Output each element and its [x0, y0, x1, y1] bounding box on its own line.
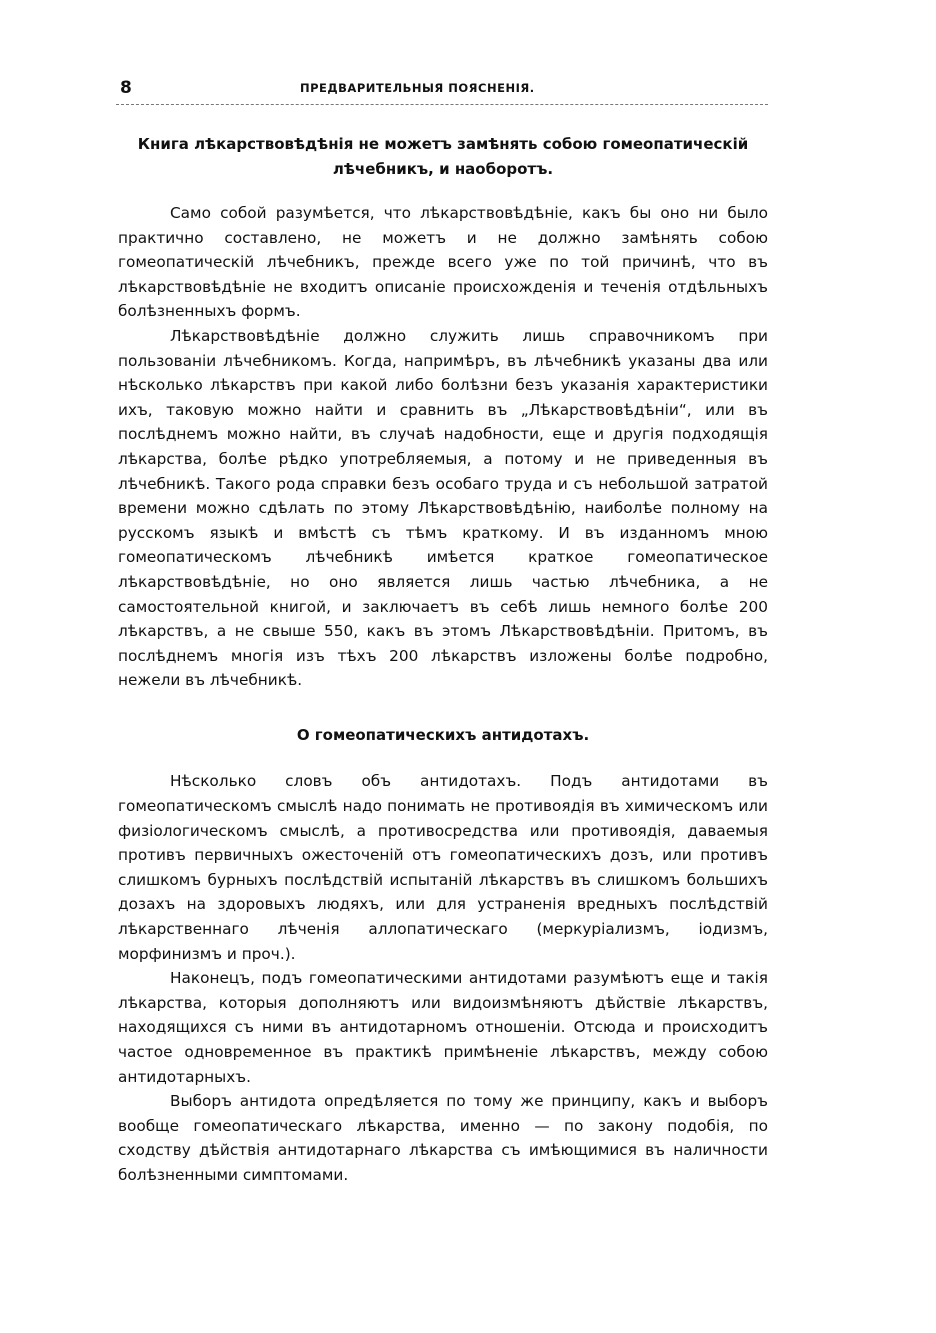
- page-number: 8: [120, 78, 132, 98]
- header-rule: [116, 104, 768, 105]
- paragraph: Наконецъ, подъ гомеопатическими антидотами разумѣютъ еще и такія лѣкарства, которыя дополняютъ или видоизмѣняютъ дѣйствіе лѣкарствъ, находящихся съ ними въ антидотарномъ отношеніи. Отсюда и происходитъ частое одновременное въ практикѣ примѣненіе лѣкарствъ, между собою антидотарныхъ.: [118, 969, 768, 1086]
- text-column: [118, 132, 768, 1187]
- running-title: ПРЕДВАРИТЕЛЬНЫЯ ПОЯСНЕНІЯ.: [300, 81, 535, 95]
- section-title-antidotes: О гомеопатическихъ антидотахъ.: [296, 725, 590, 744]
- paragraph: Выборъ антидота опредѣляется по тому же принципу, какъ и выборъ вообще гомеопатическаго лѣкарства, именно — по закону подобія, по сходству дѣйствія антидотарнаго лѣкарства съ имѣющимися въ наличности болѣзненными симптомами.: [118, 1092, 768, 1184]
- paragraph: Лѣкарствовѣдѣніе должно служить лишь справочникомъ при пользованіи лѣчебникомъ. Когда, напримѣръ, въ лѣчебникѣ указаны два или нѣсколько лѣкарствъ при какой либо болѣзни безъ указанія характеристики ихъ, таковую можно найти и сравнить въ „Лѣкарствовѣдѣніи“, или въ послѣднемъ можно найти, въ случаѣ надобности, еще и другія подходящія лѣкарства, болѣе рѣдко употребляемыя, а потому и не приведенныя въ лѣчебникѣ. Такого рода справки безъ особаго труда и съ небольшой затратой времени можно сдѣлать по этому Лѣкарствовѣдѣнію, наиболѣе полному на русскомъ языкѣ и вмѣстѣ съ тѣмъ краткому. И въ изданномъ мною гомеопатическомъ лѣчебникѣ имѣется краткое гомеопатическое лѣкарствовѣдѣніе, но оно является лишь частью лѣчебника, а не самостоятельной книгой, и заключаетъ въ себѣ лишь немного болѣе 200 лѣкарствъ, а не свыше 550, какъ въ этомъ Лѣкарствовѣдѣніи. Притомъ, въ послѣднемъ многія изъ тѣхъ 200 лѣкарствъ изложены болѣе подробно, нежели въ лѣчебникѣ.: [118, 326, 768, 690]
- paragraph: Нѣсколько словъ объ антидотахъ. Подъ антидотами въ гомеопатическомъ смыслѣ надо понимать не противоядія въ химическомъ или физіологическомъ смыслѣ, а противосредства или противоядія, даваемыя противъ первичныхъ ожесточеній отъ гомеопатическихъ дозъ, или противъ слишкомъ бурныхъ послѣдствій испытаній лѣкарствъ въ слишкомъ большихъ дозахъ на здоровыхъ людяхъ, или для устраненія вредныхъ послѣдствій лѣкарственнаго лѣченія аллопатическаго (меркуріализмъ, іодизмъ, морфинизмъ и проч.).: [118, 772, 768, 963]
- section-title-materia-medica: Книга лѣкарствовѣдѣнія не можетъ замѣнять собою гомеопатическій лѣчебникъ, и наоборотъ.: [137, 135, 749, 178]
- paragraph: Само собой разумѣется, что лѣкарствовѣдѣніе, какъ бы оно ни было практично составлено, не можетъ и не должно замѣнять собою гомеопатическій лѣчебникъ, прежде всего уже по той причинѣ, что въ лѣкарствовѣдѣніе не входитъ описаніе происхожденія и теченія отдѣльныхъ болѣзненныхъ формъ.: [118, 204, 768, 321]
